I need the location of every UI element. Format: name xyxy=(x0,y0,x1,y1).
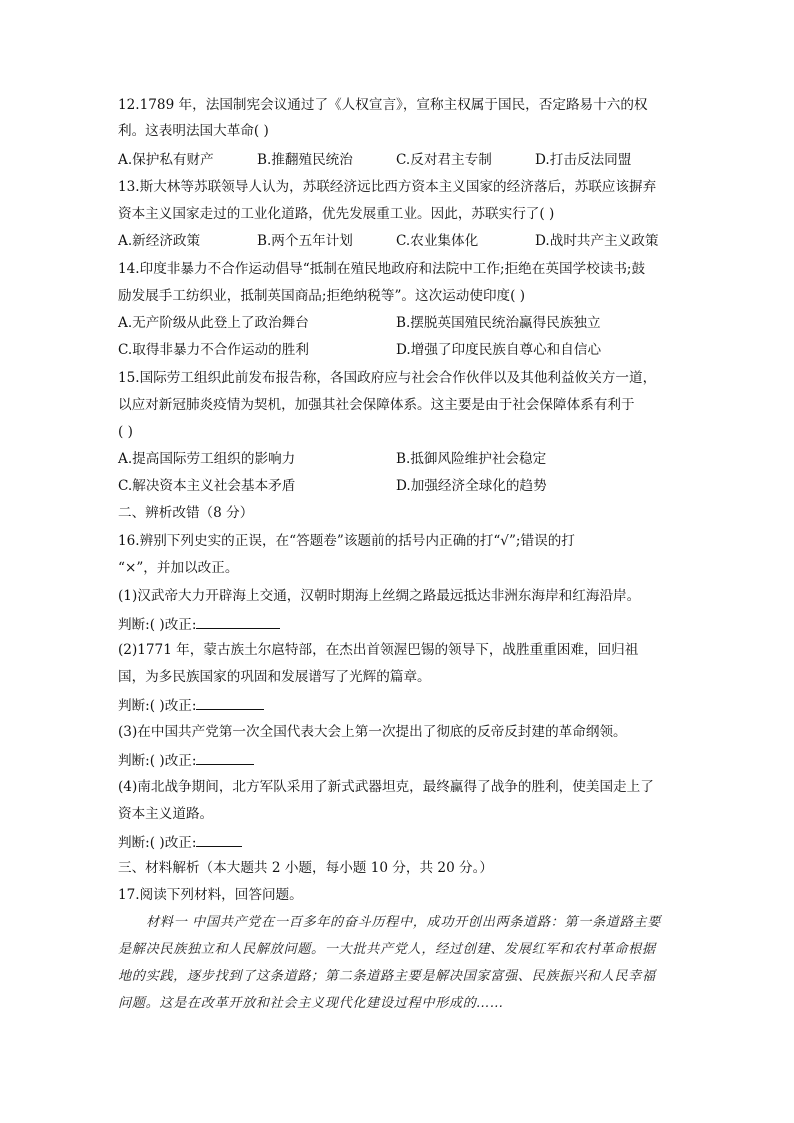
q16-item4-judge-label: 判断:( )改正: xyxy=(118,835,197,851)
q16-item2-answer-blank[interactable] xyxy=(196,695,264,710)
q12-stem-line1: 12.1789 年，法国制宪会议通过了《人权宣言》，宣称主权属于国民，否定路易十六的权 xyxy=(118,97,648,113)
q16-item4-judge xyxy=(118,832,242,852)
q16-item3-judge xyxy=(118,750,254,770)
q14-option-b[interactable]: B.摆脱英国殖民统治赢得民族独立 xyxy=(396,315,601,331)
q15-option-b[interactable]: B.抵御风险维护社会稳定 xyxy=(396,451,547,467)
q12-option-a[interactable]: A.保护私有财产 xyxy=(118,152,214,168)
q16-item1-judge xyxy=(118,614,280,634)
q17-stem: 17.阅读下列材料，回答问题。 xyxy=(118,887,303,903)
q16-item2-text-line2: 国，为多民族国家的巩固和发展谱写了光辉的篇章。 xyxy=(118,669,431,685)
q14-option-d[interactable]: D.增强了印度民族自尊心和自信心 xyxy=(396,342,602,358)
material-line3: 地的实践，逐步找到了这条道路；第二条道路主要是解决国家富强、民族振兴和人民幸福 xyxy=(118,969,656,984)
q12-option-c[interactable]: C.反对君主专制 xyxy=(396,152,492,168)
q14-stem-line2: 励发展手工纺织业，抵制英国商品;拒绝纳税等”。这次运动使印度( ) xyxy=(118,288,526,304)
q14-option-c[interactable]: C.取得非暴力不合作运动的胜利 xyxy=(118,342,309,358)
q13-stem-line2: 资本主义国家走过的工业化道路，优先发展重工业。因此，苏联实行了( ) xyxy=(118,206,555,222)
q14-option-a[interactable]: A.无产阶级从此登上了政治舞台 xyxy=(118,315,309,331)
q16-item1-judge-label: 判断:( )改正: xyxy=(118,617,197,633)
q15-stem-line2: 以应对新冠肺炎疫情为契机，加强其社会保障体系。这主要是由于社会保障体系有利于 xyxy=(118,397,635,413)
q16-item4-text-line2: 资本主义道路。 xyxy=(118,806,214,822)
q16-item1-text: (1)汉武帝大力开辟海上交通，汉朝时期海上丝绸之路最远抵达非洲东海岸和红海沿岸。 xyxy=(118,588,641,604)
q15-option-a[interactable]: A.提高国际劳工组织的影响力 xyxy=(118,451,296,467)
q12-stem-line2: 利。这表明法国大革命( ) xyxy=(118,123,269,139)
q15-option-d[interactable]: D.加强经济全球化的趋势 xyxy=(396,478,547,494)
q14-stem-line1: 14.印度非暴力不合作运动倡导“抵制在殖民地政府和法院中工作;拒绝在英国学校读书;鼓 xyxy=(118,261,646,277)
q13-option-a[interactable]: A.新经济政策 xyxy=(118,233,201,249)
q16-item4-text-line1: (4)南北战争期间，北方军队采用了新式武器坦克，最终赢得了战争的胜利，使美国走上了 xyxy=(118,779,654,795)
q16-stem-line2: “×”，并加以改正。 xyxy=(118,560,239,576)
q15-stem-line1: 15.国际劳工组织此前发布报告称，各国政府应与社会合作伙伴以及其他利益攸关方一道， xyxy=(118,370,657,386)
q13-stem-line1: 13.斯大林等苏联领导人认为，苏联经济远比西方资本主义国家的经济落后，苏联应该摒弃 xyxy=(118,179,657,195)
q16-item4-answer-blank[interactable] xyxy=(196,832,242,847)
q16-item2-text-line1: (2)1771 年，蒙古族土尔扈特部，在杰出首领渥巴锡的领导下，战胜重重困难，回归祖 xyxy=(118,642,639,658)
q13-option-d[interactable]: D.战时共产主义政策 xyxy=(535,233,659,249)
section2-heading: 二、辨析改错（8 分） xyxy=(118,505,254,521)
q15-option-c[interactable]: C.解决资本主义社会基本矛盾 xyxy=(118,478,296,494)
material-line4: 问题。这是在改革开放和社会主义现代化建设过程中形成的…… xyxy=(118,996,505,1011)
q16-item3-answer-blank[interactable] xyxy=(196,750,254,765)
q12-option-b[interactable]: B.推翻殖民统治 xyxy=(257,152,353,168)
q13-option-c[interactable]: C.农业集体化 xyxy=(396,233,479,249)
material-line2: 是解决民族独立和人民解放问题。一大批共产党人，经过创建、发展红军和农村革命根据 xyxy=(118,942,656,957)
q16-item2-judge-label: 判断:( )改正: xyxy=(118,698,197,714)
q16-item2-judge xyxy=(118,695,264,715)
q16-item3-judge-label: 判断:( )改正: xyxy=(118,753,197,769)
q13-option-b[interactable]: B.两个五年计划 xyxy=(257,233,353,249)
q15-stem-line3: ( ) xyxy=(118,424,133,440)
q16-item1-answer-blank[interactable] xyxy=(196,614,280,629)
q16-item3-text: (3)在中国共产党第一次全国代表大会上第一次提出了彻底的反帝反封建的革命纲领。 xyxy=(118,724,627,740)
q12-option-d[interactable]: D.打击反法同盟 xyxy=(535,152,632,168)
material-line1: 材料一 中国共产党在一百多年的奋斗历程中，成功开创出两条道路：第一条道路主要 xyxy=(146,915,661,930)
section3-heading: 三、材料解析（本大题共 2 小题，每小题 10 分，共 20 分。） xyxy=(118,860,494,876)
q16-stem-line1: 16.辨别下列史实的正误，在“答题卷”该题前的括号内正确的打“√”;错误的打 xyxy=(118,533,575,549)
